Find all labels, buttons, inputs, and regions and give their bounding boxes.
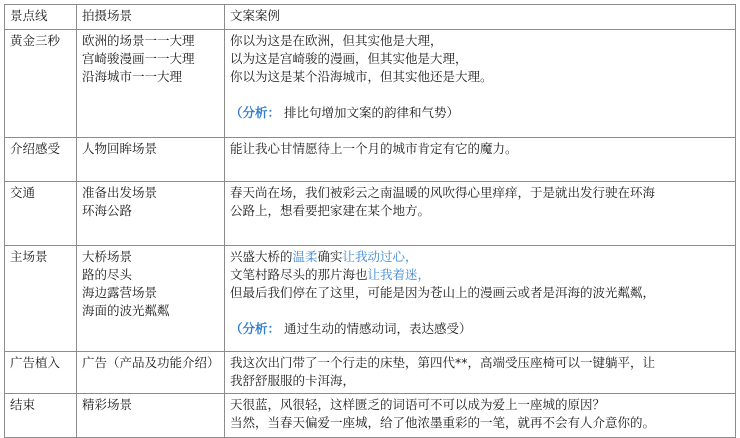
copy-text: 兴盛大桥的 xyxy=(230,249,293,264)
table-row xyxy=(5,246,736,352)
spacer xyxy=(230,86,730,104)
copy-cell xyxy=(225,352,736,394)
copy-cell xyxy=(225,246,736,352)
scene-item: 环海公路 xyxy=(82,203,133,218)
copy-line: 能让我心甘情愿待上一个月的城市肯定有它的魔力。 xyxy=(230,141,518,156)
scene-item: 欧洲的场景一一大理 xyxy=(82,33,195,48)
table-row xyxy=(5,352,736,394)
row-label: 广告植入 xyxy=(5,352,77,394)
scene-item: 路的尽头 xyxy=(82,267,133,282)
table-row xyxy=(5,394,736,438)
scene-cell xyxy=(77,182,225,246)
analysis-tag: （分析： xyxy=(230,105,281,120)
table-row xyxy=(5,30,736,138)
highlight-text: 温柔 xyxy=(292,249,318,264)
row-label: 交通 xyxy=(5,182,77,246)
scene-cell xyxy=(77,352,225,394)
copy-line xyxy=(230,248,730,266)
header-cell-spot-line: 景点线 xyxy=(5,5,77,30)
scene-item: 宫崎骏漫画一一大理 xyxy=(82,51,195,66)
copy-line: 但最后我们停在了这里，可能是因为苍山上的漫画云或者是洱海的波光粼粼， xyxy=(230,285,656,300)
copy-cell xyxy=(225,394,736,438)
copy-line: 以为这是宫崎骏的漫画，但其实他是大理， xyxy=(230,51,468,66)
copy-text: 确实 xyxy=(317,249,343,264)
scene-cell xyxy=(77,30,225,138)
copy-cell xyxy=(225,30,736,138)
scene-cell xyxy=(77,138,225,182)
highlight-text: 让我动过心， xyxy=(342,249,418,264)
copy-cell xyxy=(225,138,736,182)
copy-line: 天很蓝，风很轻，这样匮乏的词语可不可以成为爱上一座城的原因？ xyxy=(230,397,606,412)
copy-line: 我这次出门带了一个行走的床垫，第四代**，高端受压座椅可以一键躺平，让 xyxy=(230,355,656,370)
row-label: 黄金三秒 xyxy=(5,30,77,138)
copy-line: 你以为这是在欧洲，但其实他是大理， xyxy=(230,33,443,48)
scene-item: 人物回眸场景 xyxy=(82,141,158,156)
table-header-row xyxy=(5,5,736,30)
copy-line xyxy=(230,266,730,284)
header-cell-copy: 文案案例 xyxy=(225,5,736,30)
scene-item: 海边露营场景 xyxy=(82,285,158,300)
copy-line: 公路上，想看要把家建在某个地方。 xyxy=(230,203,431,218)
analysis-note xyxy=(230,104,730,122)
highlight-text: 让我着迷， xyxy=(367,267,431,282)
table-row xyxy=(5,182,736,246)
content-table xyxy=(4,4,736,438)
analysis-tag: （分析： xyxy=(230,321,281,336)
analysis-note xyxy=(230,320,730,338)
scene-item: 沿海城市一一大理 xyxy=(82,69,183,84)
analysis-text: 排比句增加文案的韵律和气势） xyxy=(284,105,460,120)
analysis-text: 通过生动的情感动词，表达感受） xyxy=(284,321,472,336)
copy-cell xyxy=(225,182,736,246)
copy-line: 当然，当春天偏爱一座城，给了他浓墨重彩的一笔，就再不会有人介意你的。 xyxy=(230,415,656,430)
scene-cell xyxy=(77,394,225,438)
scene-item: 大桥场景 xyxy=(82,249,133,264)
spacer xyxy=(230,302,730,320)
scene-item: 精彩场景 xyxy=(82,397,133,412)
row-label: 主场景 xyxy=(5,246,77,352)
scene-item: 准备出发场景 xyxy=(82,185,158,200)
header-cell-scene: 拍摄场景 xyxy=(77,5,225,30)
row-label: 介绍感受 xyxy=(5,138,77,182)
copy-line: 我舒舒服服的卡洱海， xyxy=(230,373,356,388)
copy-line: 春天尚在场，我们被彩云之南温暖的风吹得心里痒痒，于是就出发行驶在环海 xyxy=(230,185,656,200)
scene-item: 广告（产品及功能介绍） xyxy=(82,355,220,370)
copy-line: 你以为这是某个沿海城市，但其实他还是大理。 xyxy=(230,69,493,84)
scene-item: 海面的波光粼粼 xyxy=(82,303,170,318)
table-row xyxy=(5,138,736,182)
row-label: 结束 xyxy=(5,394,77,438)
scene-cell xyxy=(77,246,225,352)
copy-text: 文笔村路尽头的那片海也 xyxy=(230,267,368,282)
